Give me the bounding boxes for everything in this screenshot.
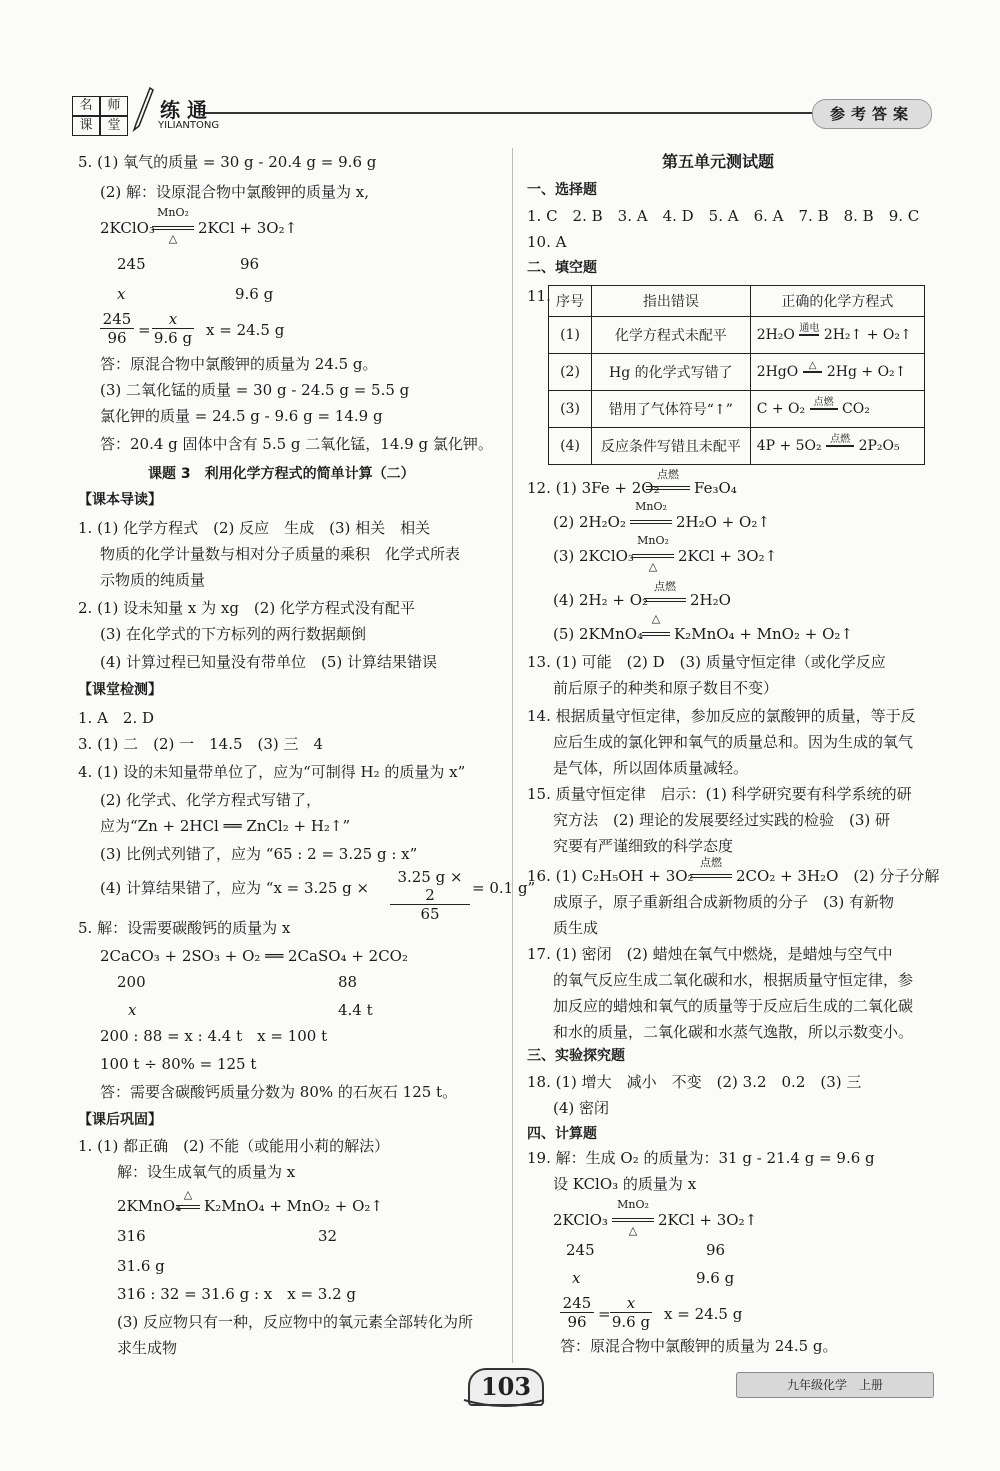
text-line: 13. (1) 可能 (2) D (3) 质量守恒定律（或化学反应 [527,653,886,671]
section-heading: 【课堂检测】 [78,682,162,698]
table-row [549,354,925,391]
text-line: 32 [318,1227,338,1245]
logo-char-4: 堂 [100,116,128,136]
section-heading: 一、选择题 [527,182,597,198]
table-cell: 反应条件写错且未配平 [592,428,751,465]
text-line: 1. (1) 都正确 (2) 不能（或能用小莉的解法） [78,1137,390,1155]
text-line: 316 [117,1227,146,1245]
equation-condition: MnO₂ [637,534,669,547]
text-line: 19. 解：生成 O₂ 的质量为：31 g - 21.4 g = 9.6 g [527,1149,875,1167]
answer-tag: 参考答案 [812,99,932,129]
fraction [100,310,134,347]
table-cell: 错用了气体符号“↑” [592,391,751,428]
fraction-numerator: x [610,1294,652,1313]
section-heading: 【课后巩固】 [78,1112,162,1128]
equation-right: 2KCl + 3O₂↑ [678,547,778,565]
equation-condition: △ [183,1188,193,1201]
text-line: 88 [338,973,358,991]
fraction-denominator: 96 [107,329,127,347]
text-line: 17. (1) 密闭 (2) 蜡烛在氧气中燃烧，是蜡烛与空气中 [527,945,893,963]
text-line: 96 [706,1241,726,1259]
fraction-numerator: 245 [100,310,134,329]
text-line: (2) 解：设原混合物中氯酸钾的质量为 x, [100,183,370,201]
equation-left: (5) 2KMnO₄ [553,625,644,643]
pen-icon [128,84,156,134]
fraction-denominator: 65 [420,905,440,923]
equation-sign [642,632,670,636]
equation-left: 2KClO₃ [100,219,155,237]
book-tag: 九年级化学 上册 [736,1372,934,1398]
table-cell: (4) [549,428,592,465]
equation-left: 2KMnO₄ [117,1197,182,1215]
equation-right: 2KCl + 3O₂↑ [658,1211,758,1229]
text-line: 245 [117,255,146,273]
table-cell: (1) [549,317,592,354]
table-row [549,428,925,465]
section-title: 课题 3 利用化学方程式的简单计算（二） [148,466,415,482]
text-line: 解：设生成氧气的质量为 x [117,1163,296,1181]
fraction [560,1294,594,1331]
fraction [390,868,470,923]
text-line: x [572,1269,581,1287]
section-heading: 三、实验探究题 [527,1048,625,1064]
text-line: x [128,1001,137,1019]
text-line: 质生成 [553,919,599,937]
equation-sign [690,874,732,878]
text-line: 示物质的纯质量 [100,571,206,589]
text-line: 245 [566,1241,595,1259]
equation-condition: 点燃 [700,856,722,869]
equation-condition: △ [651,612,661,625]
text-line: 4.4 t [338,1001,373,1019]
text-line: (4) 计算过程已知量没有带单位 (5) 计算结果错误 [100,653,438,671]
table-cell: Hg 的化学式写错了 [592,354,751,391]
text-line: 和水的质量，二氧化碳和水蒸气逸散，所以示数变小。 [553,1023,914,1041]
text-line: 答：需要含碳酸钙质量分数为 80% 的石灰石 125 t。 [100,1083,458,1101]
text-line: 1. C 2. B 3. A 4. D 5. A 6. A 7. B 8. B 9. C [527,207,920,225]
equation-right: Fe₃O₄ [694,479,737,497]
table-header: 指出错误 [592,286,751,317]
text-line: 究方法 (2) 理论的发展要经过实践的检验 (3) 研 [553,811,891,829]
text-line: 200 [117,973,146,991]
text-line: 成原子，原子重新组合成新物质的分子 (3) 有新物 [553,893,895,911]
equation-condition: 点燃 [657,468,679,481]
equation-left: (3) 2KClO₃ [553,547,634,565]
fraction [610,1294,652,1331]
text-line: (3) 二氧化锰的质量 = 30 g - 24.5 g = 5.5 g [100,381,410,399]
text-line: 答：原混合物中氯酸钾的质量为 24.5 g。 [560,1337,838,1355]
table-cell: 化学方程式未配平 [592,317,751,354]
equation-left: (4) 2H₂ + O₂ [553,591,649,609]
equation-sign [176,1205,200,1209]
fraction-denominator: 96 [567,1313,587,1331]
text-line: 10. A [527,233,567,251]
text-line: (4) 计算结果错了，应为 “x = 3.25 g × [100,879,370,897]
text-line: 应后生成的氯化钾和氧气的质量总和。因为生成的氧气 [553,733,914,751]
text-line: 1. (1) 化学方程式 (2) 反应 生成 (3) 相关 相关 [78,519,431,537]
text-line: 前后原子的种类和原子数目不变） [553,679,779,697]
text-line: 3. (1) 二 (2) 一 14.5 (3) 三 4 [78,735,324,753]
equation-sign [152,226,194,230]
text-line: 316 : 32 = 31.6 g : x x = 3.2 g [117,1285,357,1303]
text-line: (2) 化学式、化学方程式写错了， [100,791,322,809]
equation-condition: △ [648,560,658,573]
equation-condition: MnO₂ [635,500,667,513]
equation-left: 2KClO₃ [553,1211,608,1229]
logo-char-2: 师 [100,96,128,116]
table-cell: 2H₂O $^{通电}$ 2H₂↑ + O₂↑ [750,317,924,354]
equation-sign [644,598,686,602]
equation-sign [612,1218,654,1222]
section-heading: 【课本导读】 [78,492,162,508]
fraction-numerator: x [152,310,194,329]
equation-left: 12. (1) 3Fe + 2O₂ [527,479,660,497]
text-line: 氯化钾的质量 = 24.5 g - 9.6 g = 14.9 g [100,407,383,425]
text-line: 96 [240,255,260,273]
fraction-denominator: 9.6 g [153,329,193,347]
text-line: 5. (1) 氧气的质量 = 30 g - 20.4 g = 9.6 g [78,153,377,171]
equation-sign [632,554,674,558]
table-header: 序号 [549,286,592,317]
equation-condition: MnO₂ [617,1198,649,1211]
text-line: 9.6 g [235,285,274,303]
text-line: 答：原混合物中氯酸钾的质量为 24.5 g。 [100,355,378,373]
equation-sign [630,520,672,524]
book-icon [462,1398,546,1412]
text-line: 设 KClO₃ 的质量为 x [553,1175,697,1193]
text-line: 物质的化学计量数与相对分子质量的乘积 化学式所表 [100,545,461,563]
logo-char-1: 名 [72,96,100,116]
logo-char-3: 课 [72,116,100,136]
table-cell: (3) [549,391,592,428]
text-line: 答：20.4 g 固体中含有 5.5 g 二氧化锰，14.9 g 氯化钾。 [100,435,493,453]
equation-condition: MnO₂ [157,206,189,219]
unit-test-title: 第五单元测试题 [662,152,775,171]
equation-left: 16. (1) C₂H₅OH + 3O₂ [527,867,694,885]
text-line: (3) 比例式列错了，应为 “65 : 2 = 3.25 g : x” [100,845,418,863]
brand-pinyin: YILIANTONG [158,120,220,131]
table-header-row [549,286,925,317]
text-line: (3) 在化学式的下方标列的两行数据颠倒 [100,625,367,643]
text-line: 1. A 2. D [78,709,155,727]
text-line: 200 : 88 = x : 4.4 t x = 100 t [100,1027,328,1045]
page-number: 103 [468,1368,544,1406]
table-row [549,317,925,354]
text-line: (4) 密闭 [553,1099,610,1117]
text-line: 是气体，所以固体质量减轻。 [553,759,749,777]
fraction [152,310,194,347]
equation-right: 2CO₂ + 3H₂O (2) 分子分解 [736,867,940,885]
text-line: x = 24.5 g [664,1305,743,1323]
equation-condition: △ [628,1224,638,1237]
fraction-numerator: 245 [560,1294,594,1313]
equation-right: 2H₂O [690,591,731,609]
section-heading: 二、填空题 [527,260,597,276]
text-line: 5. 解：设需要碳酸钙的质量为 x [78,919,291,937]
text-line: 100 t ÷ 80% = 125 t [100,1055,257,1073]
text-line: 的氧气反应生成二氧化碳和水，根据质量守恒定律，参 [553,971,914,989]
text-line: 应为“Zn + 2HCl ══ ZnCl₂ + H₂↑” [100,817,351,835]
fraction-denominator: 9.6 g [611,1313,651,1331]
text-line: 15. 质量守恒定律 启示：(1) 科学研究要有科学系统的研 [527,785,912,803]
equation-condition: △ [168,232,178,245]
table-cell: (2) [549,354,592,391]
table-cell: C + O₂ $^{点燃}$ CO₂ [750,391,924,428]
table-row [549,391,925,428]
text-line: 2CaCO₃ + 2SO₃ + O₂ ══ 2CaSO₄ + 2CO₂ [100,947,408,965]
question-number: 11. [527,287,551,305]
text-line: x = 24.5 g [206,321,285,339]
equation-left: (2) 2H₂O₂ [553,513,626,531]
text-line: 9.6 g [696,1269,735,1287]
column-divider [512,148,513,1363]
text-line: = 0.1 g” [472,879,536,897]
error-correction-table [548,285,925,465]
equation-sign [646,486,690,490]
equation-condition: 点燃 [654,580,676,593]
text-line: 究要有严谨细致的科学态度 [553,837,734,855]
text-line: 14. 根据质量守恒定律，参加反应的氯酸钾的质量，等于反 [527,707,916,725]
section-heading: 四、计算题 [527,1126,597,1142]
equation-right: K₂MnO₄ + MnO₂ + O₂↑ [204,1197,383,1215]
text-line: 加反应的蜡烛和氧气的质量等于反应后生成的二氧化碳 [553,997,914,1015]
equation-right: K₂MnO₄ + MnO₂ + O₂↑ [674,625,853,643]
header-rule [205,112,820,114]
equation-right: 2H₂O + O₂↑ [676,513,770,531]
table-cell: 2HgO △ 2Hg + O₂↑ [750,354,924,391]
text-line: 求生成物 [117,1339,178,1357]
table-cell: 4P + 5O₂ $^{点燃}$ 2P₂O₅ [750,428,924,465]
fraction-numerator: 3.25 g × 2 [390,868,470,905]
text-line: 4. (1) 设的未知量带单位了，应为“可制得 H₂ 的质量为 x” [78,763,466,781]
equation-right: 2KCl + 3O₂↑ [198,219,298,237]
text-line: 31.6 g [117,1257,165,1275]
brand-name: 练 通 [160,98,207,122]
text-line: (3) 反应物只有一种，反应物中的氧元素全部转化为所 [117,1313,474,1331]
table-header: 正确的化学方程式 [750,286,924,317]
text-line: x [117,285,126,303]
text-line: 2. (1) 设未知量 x 为 xg (2) 化学方程式没有配平 [78,599,415,617]
text-line: 18. (1) 增大 减小 不变 (2) 3.2 0.2 (3) 三 [527,1073,862,1091]
